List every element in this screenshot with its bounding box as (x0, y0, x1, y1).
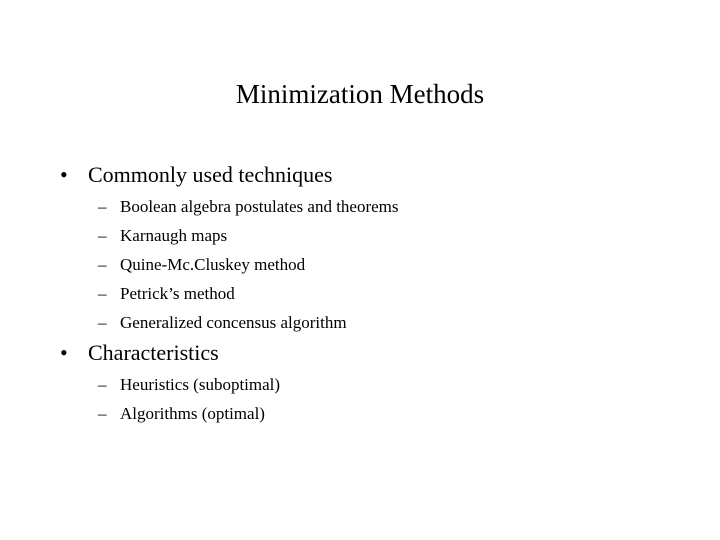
sub-item-text: Quine-Mc.Cluskey method (120, 255, 306, 274)
sub-item-text: Algorithms (optimal) (120, 404, 265, 423)
sub-item-marker: – (98, 375, 107, 394)
sub-item-text: Petrick’s method (120, 284, 235, 303)
sub-item (98, 225, 227, 247)
bullet-marker: • (60, 340, 68, 365)
bullet-item-characteristics (60, 339, 219, 367)
sub-item (98, 196, 399, 218)
sub-item-marker: – (98, 404, 107, 423)
sub-item-marker: – (98, 197, 107, 216)
sub-item-text: Boolean algebra postulates and theorems (120, 197, 399, 216)
sub-item (98, 403, 265, 425)
sub-item-text: Generalized concensus algorithm (120, 313, 347, 332)
sub-item-marker: – (98, 226, 107, 245)
sub-item (98, 374, 280, 396)
sub-item (98, 254, 305, 276)
sub-item-text: Karnaugh maps (120, 226, 228, 245)
sub-item (98, 312, 347, 334)
bullet-text: Commonly used techniques (88, 162, 333, 187)
slide-title: Minimization Methods (235, 79, 485, 109)
bullet-marker: • (60, 162, 68, 187)
sub-item-marker: – (98, 313, 107, 332)
sub-item-marker: – (98, 284, 107, 303)
bullet-text: Characteristics (88, 340, 219, 365)
sub-item (98, 283, 235, 305)
sub-item-text: Heuristics (suboptimal) (120, 375, 281, 394)
bullet-item-techniques (60, 161, 332, 189)
sub-item-marker: – (98, 255, 107, 274)
